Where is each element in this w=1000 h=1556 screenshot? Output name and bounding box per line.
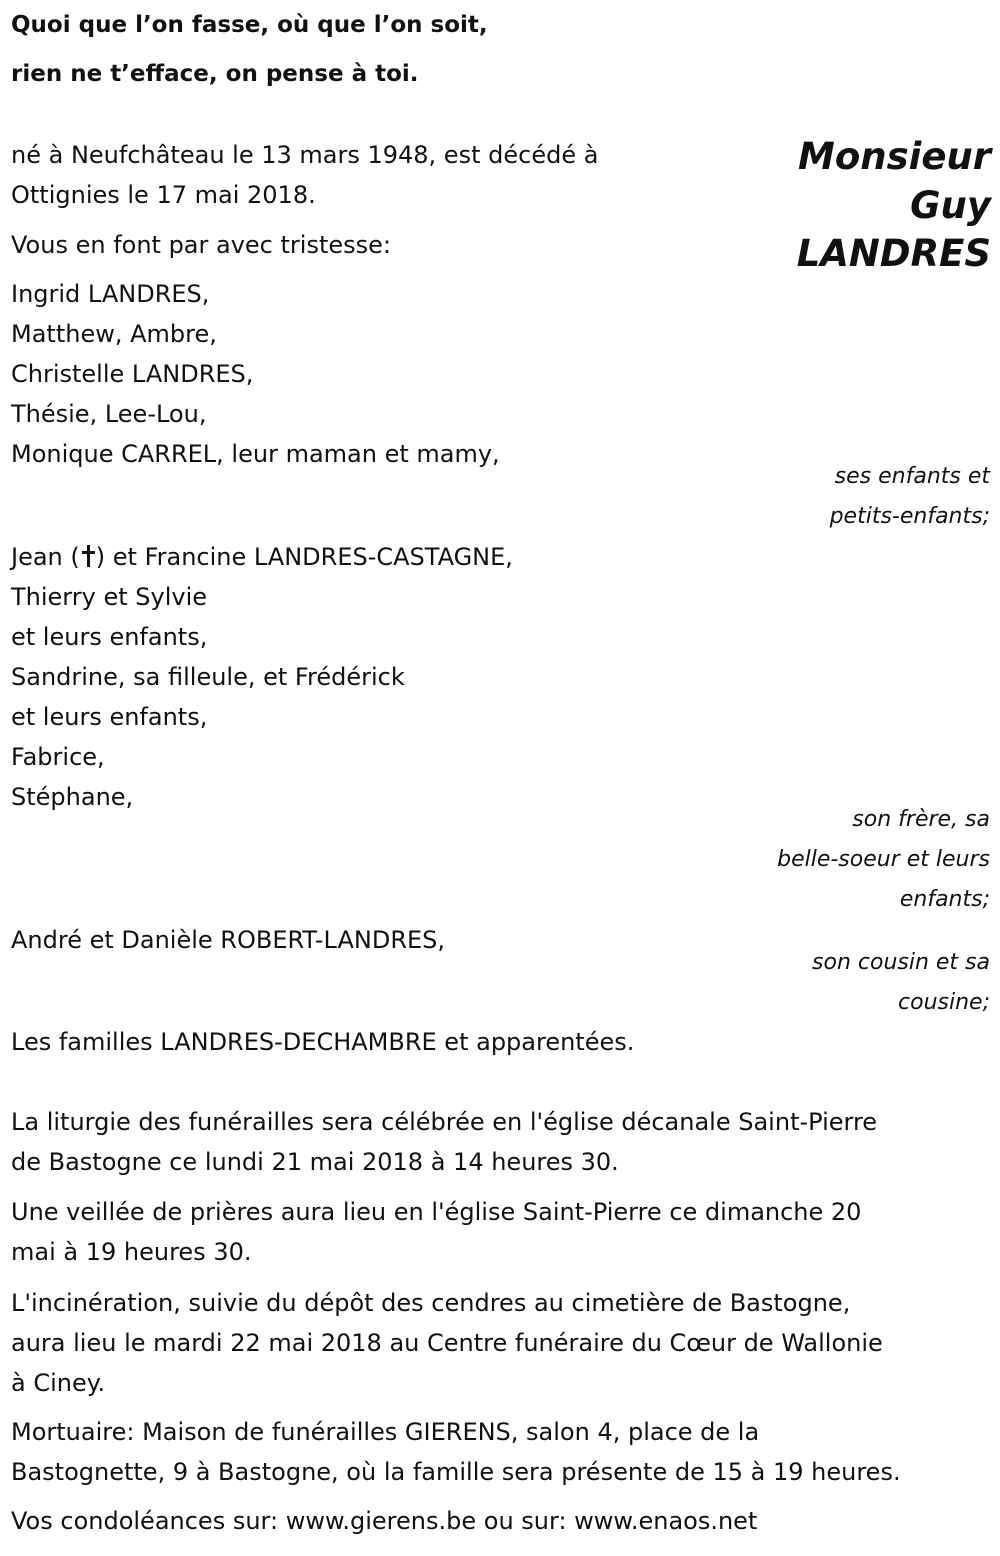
birth-death-line-1: né à Neufchâteau le 13 mars 1948, est décédé à xyxy=(11,141,599,169)
intro-text: Vous en font par avec tristesse: xyxy=(11,231,391,259)
vigil-line-2: mai à 19 heures 30. xyxy=(11,1238,252,1266)
motto-line-1: Quoi que l’on fasse, où que l’on soit, xyxy=(11,12,488,38)
liturgy-line-2: de Bastogne ce lundi 21 mai 2018 à 14 heures 30. xyxy=(11,1148,619,1176)
mortuary-line-1: Mortuaire: Maison de funérailles GIERENS, salon 4, place de la xyxy=(11,1418,760,1446)
families-line: Les familles LANDRES-DECHAMBRE et apparentées. xyxy=(11,1028,635,1056)
family-member: André et Danièle ROBERT-LANDRES, xyxy=(11,926,446,954)
condolences-line: Vos condoléances sur: www.gierens.be ou sur: www.enaos.net xyxy=(11,1507,758,1535)
family-member: Thierry et Sylvie xyxy=(11,583,207,611)
cremation-line-1: L'incinération, suivie du dépôt des cendres au cimetière de Bastogne, xyxy=(11,1289,851,1317)
family-member: Thésie, Lee-Lou, xyxy=(11,400,207,428)
deceased-first-name: Guy xyxy=(910,184,991,227)
family-member: Ingrid LANDRES, xyxy=(11,280,210,308)
family-member: Sandrine, sa filleule, et Frédérick xyxy=(11,663,405,691)
member-text-after: ) et Francine LANDRES-CASTAGNE, xyxy=(95,543,513,571)
family-member: Fabrice, xyxy=(11,743,105,771)
motto-line-2: rien ne t’efface, on pense à toi. xyxy=(11,61,419,87)
deceased-last-name: LANDRES xyxy=(796,232,991,275)
mortuary-line-2: Bastognette, 9 à Bastogne, où la famille sera présente de 15 à 19 heures. xyxy=(11,1458,901,1486)
relation-siblings-3: enfants; xyxy=(899,887,990,912)
member-text-before: Jean ( xyxy=(11,543,80,571)
deceased-title: Monsieur xyxy=(798,135,991,178)
family-member: Monique CARREL, leur maman et mamy, xyxy=(11,440,500,468)
family-member: et leurs enfants, xyxy=(11,623,208,651)
relation-cousins-2: cousine; xyxy=(898,990,990,1015)
relation-cousins-1: son cousin et sa xyxy=(812,950,990,975)
liturgy-line-1: La liturgie des funérailles sera célébrée en l'église décanale Saint-Pierre xyxy=(11,1108,878,1136)
cremation-line-3: à Ciney. xyxy=(11,1369,106,1397)
relation-children-2: petits-enfants; xyxy=(829,504,990,529)
relation-siblings-2: belle-soeur et leurs xyxy=(777,847,990,872)
cross-icon xyxy=(81,545,95,567)
vigil-line-1: Une veillée de prières aura lieu en l'église Saint-Pierre ce dimanche 20 xyxy=(11,1198,862,1226)
relation-children-1: ses enfants et xyxy=(834,464,990,489)
family-member: et leurs enfants, xyxy=(11,703,208,731)
family-member-jean xyxy=(11,537,513,577)
family-member: Matthew, Ambre, xyxy=(11,320,217,348)
birth-death-line-2: Ottignies le 17 mai 2018. xyxy=(11,181,316,209)
family-member: Christelle LANDRES, xyxy=(11,360,254,388)
cremation-line-2: aura lieu le mardi 22 mai 2018 au Centre funéraire du Cœur de Wallonie xyxy=(11,1329,883,1357)
family-member: Stéphane, xyxy=(11,783,134,811)
relation-siblings-1: son frère, sa xyxy=(852,807,990,832)
